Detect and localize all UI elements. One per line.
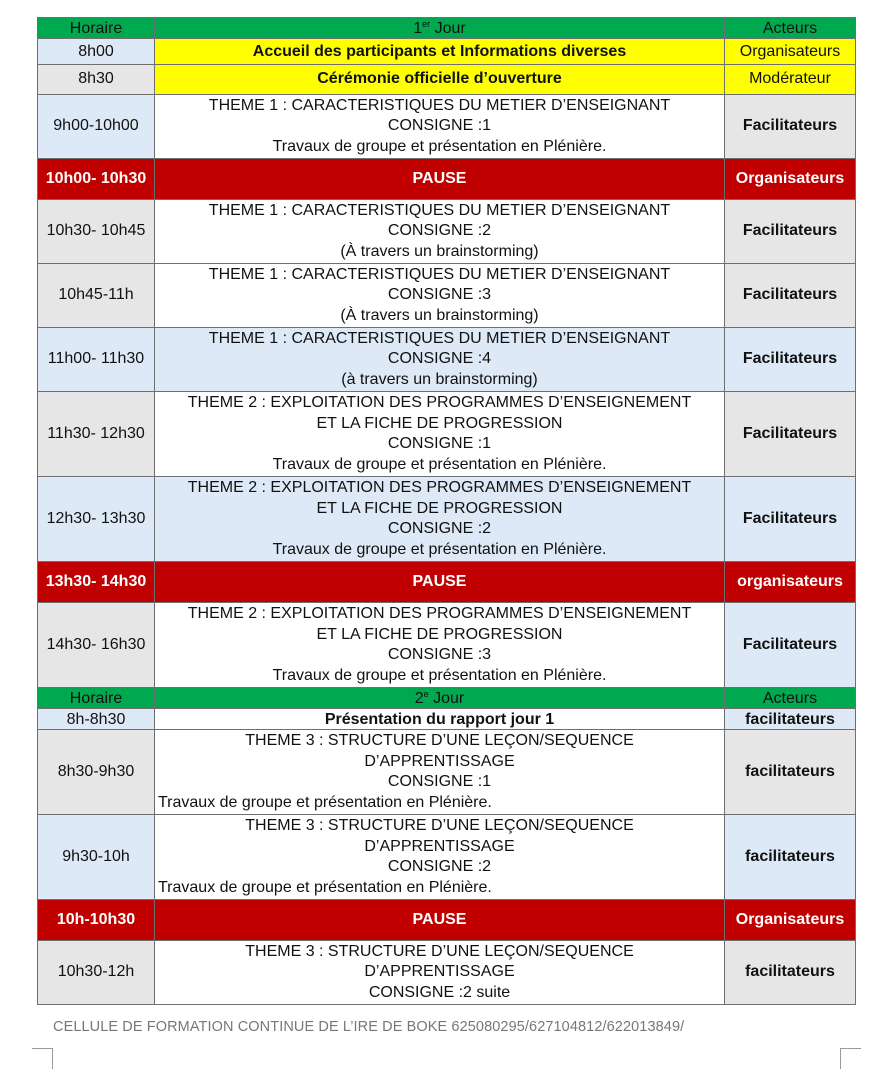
actor-cell: Facilitateurs	[725, 95, 856, 159]
actor-cell: Facilitateurs	[725, 264, 856, 328]
activity-cell: PAUSE	[155, 562, 725, 603]
time-cell: 8h00	[38, 39, 155, 65]
actor-cell: organisateurs	[725, 562, 856, 603]
table-row	[38, 603, 856, 688]
time-cell: 13h30- 14h30	[38, 562, 155, 603]
actor-cell: facilitateurs	[725, 730, 856, 815]
actor-cell: facilitateurs	[725, 709, 856, 730]
activity-cell: THEME 3 : STRUCTURE D’UNE LEÇON/SEQUENCE D’APPRENTISSAGE CONSIGNE :2 suite	[155, 941, 725, 1005]
time-cell: 11h00- 11h30	[38, 328, 155, 392]
activity-cell: Accueil des participants et Informations diverses	[155, 39, 725, 65]
time-cell: 10h00- 10h30	[38, 159, 155, 200]
header-horaire: Horaire	[38, 688, 155, 709]
activity-cell: THEME 3 : STRUCTURE D’UNE LEÇON/SEQUENCE D’APPRENTISSAGE CONSIGNE :1 Travaux de groupe et présentation en Plénière.	[155, 730, 725, 815]
activity-cell: THEME 1 : CARACTERISTIQUES DU METIER D’ENSEIGNANT CONSIGNE :2 (À travers un brainstorming)	[155, 200, 725, 264]
pause-row	[38, 562, 856, 603]
crop-mark-bottom-left	[32, 1048, 53, 1069]
time-cell: 10h-10h30	[38, 900, 155, 941]
header-acteurs: Acteurs	[725, 688, 856, 709]
activity-cell: THEME 2 : EXPLOITATION DES PROGRAMMES D’ENSEIGNEMENT ET LA FICHE DE PROGRESSION CONSIGNE :1 Travaux de groupe et présentation en Plénière.	[155, 392, 725, 477]
time-cell: 12h30- 13h30	[38, 477, 155, 562]
actor-cell: Organisateurs	[725, 900, 856, 941]
activity-cell: THEME 2 : EXPLOITATION DES PROGRAMMES D’ENSEIGNEMENT ET LA FICHE DE PROGRESSION CONSIGNE :3 Travaux de groupe et présentation en Plénière.	[155, 603, 725, 688]
time-cell: 11h30- 12h30	[38, 392, 155, 477]
table-row	[38, 200, 856, 264]
header-horaire: Horaire	[38, 18, 155, 39]
actor-cell: Facilitateurs	[725, 200, 856, 264]
table-row	[38, 264, 856, 328]
time-cell: 8h-8h30	[38, 709, 155, 730]
page-footer: CELLULE DE FORMATION CONTINUE DE L’IRE DE BOKE 625080295/627104812/622013849/	[53, 1019, 685, 1035]
table-row	[38, 65, 856, 95]
table-row	[38, 730, 856, 815]
header-day2: 2e Jour	[155, 688, 725, 709]
time-cell: 10h45-11h	[38, 264, 155, 328]
activity-cell: PAUSE	[155, 159, 725, 200]
activity-cell: PAUSE	[155, 900, 725, 941]
activity-cell: THEME 1 : CARACTERISTIQUES DU METIER D’ENSEIGNANT CONSIGNE :4 (à travers un brainstorming)	[155, 328, 725, 392]
table-row	[38, 815, 856, 900]
time-cell: 8h30	[38, 65, 155, 95]
table-row	[38, 477, 856, 562]
time-cell: 14h30- 16h30	[38, 603, 155, 688]
activity-cell: THEME 2 : EXPLOITATION DES PROGRAMMES D’ENSEIGNEMENT ET LA FICHE DE PROGRESSION CONSIGNE :2 Travaux de groupe et présentation en Plénière.	[155, 477, 725, 562]
actor-cell: facilitateurs	[725, 941, 856, 1005]
header-acteurs: Acteurs	[725, 18, 856, 39]
table-row	[38, 392, 856, 477]
day1-header-row	[38, 18, 856, 39]
header-day1: 1er Jour	[155, 18, 725, 39]
actor-cell: Organisateurs	[725, 39, 856, 65]
actor-cell: facilitateurs	[725, 815, 856, 900]
table-row	[38, 941, 856, 1005]
table-row	[38, 328, 856, 392]
actor-cell: Facilitateurs	[725, 392, 856, 477]
schedule-table	[37, 17, 856, 1005]
table-row	[38, 95, 856, 159]
time-cell: 10h30-12h	[38, 941, 155, 1005]
actor-cell: Facilitateurs	[725, 328, 856, 392]
actor-cell: Facilitateurs	[725, 477, 856, 562]
pause-row	[38, 159, 856, 200]
actor-cell: Modérateur	[725, 65, 856, 95]
actor-cell: Facilitateurs	[725, 603, 856, 688]
activity-cell: Présentation du rapport jour 1	[155, 709, 725, 730]
time-cell: 10h30- 10h45	[38, 200, 155, 264]
time-cell: 8h30-9h30	[38, 730, 155, 815]
time-cell: 9h30-10h	[38, 815, 155, 900]
time-cell: 9h00-10h00	[38, 95, 155, 159]
activity-cell: THEME 1 : CARACTERISTIQUES DU METIER D’ENSEIGNANT CONSIGNE :1 Travaux de groupe et présentation en Plénière.	[155, 95, 725, 159]
pause-row	[38, 900, 856, 941]
activity-cell: THEME 1 : CARACTERISTIQUES DU METIER D’ENSEIGNANT CONSIGNE :3 (À travers un brainstorming)	[155, 264, 725, 328]
activity-cell: THEME 3 : STRUCTURE D’UNE LEÇON/SEQUENCE D’APPRENTISSAGE CONSIGNE :2 Travaux de groupe et présentation en Plénière.	[155, 815, 725, 900]
table-row	[38, 39, 856, 65]
table-row	[38, 709, 856, 730]
crop-mark-bottom-right	[840, 1048, 861, 1069]
actor-cell: Organisateurs	[725, 159, 856, 200]
day2-header-row	[38, 688, 856, 709]
activity-cell: Cérémonie officielle d’ouverture	[155, 65, 725, 95]
